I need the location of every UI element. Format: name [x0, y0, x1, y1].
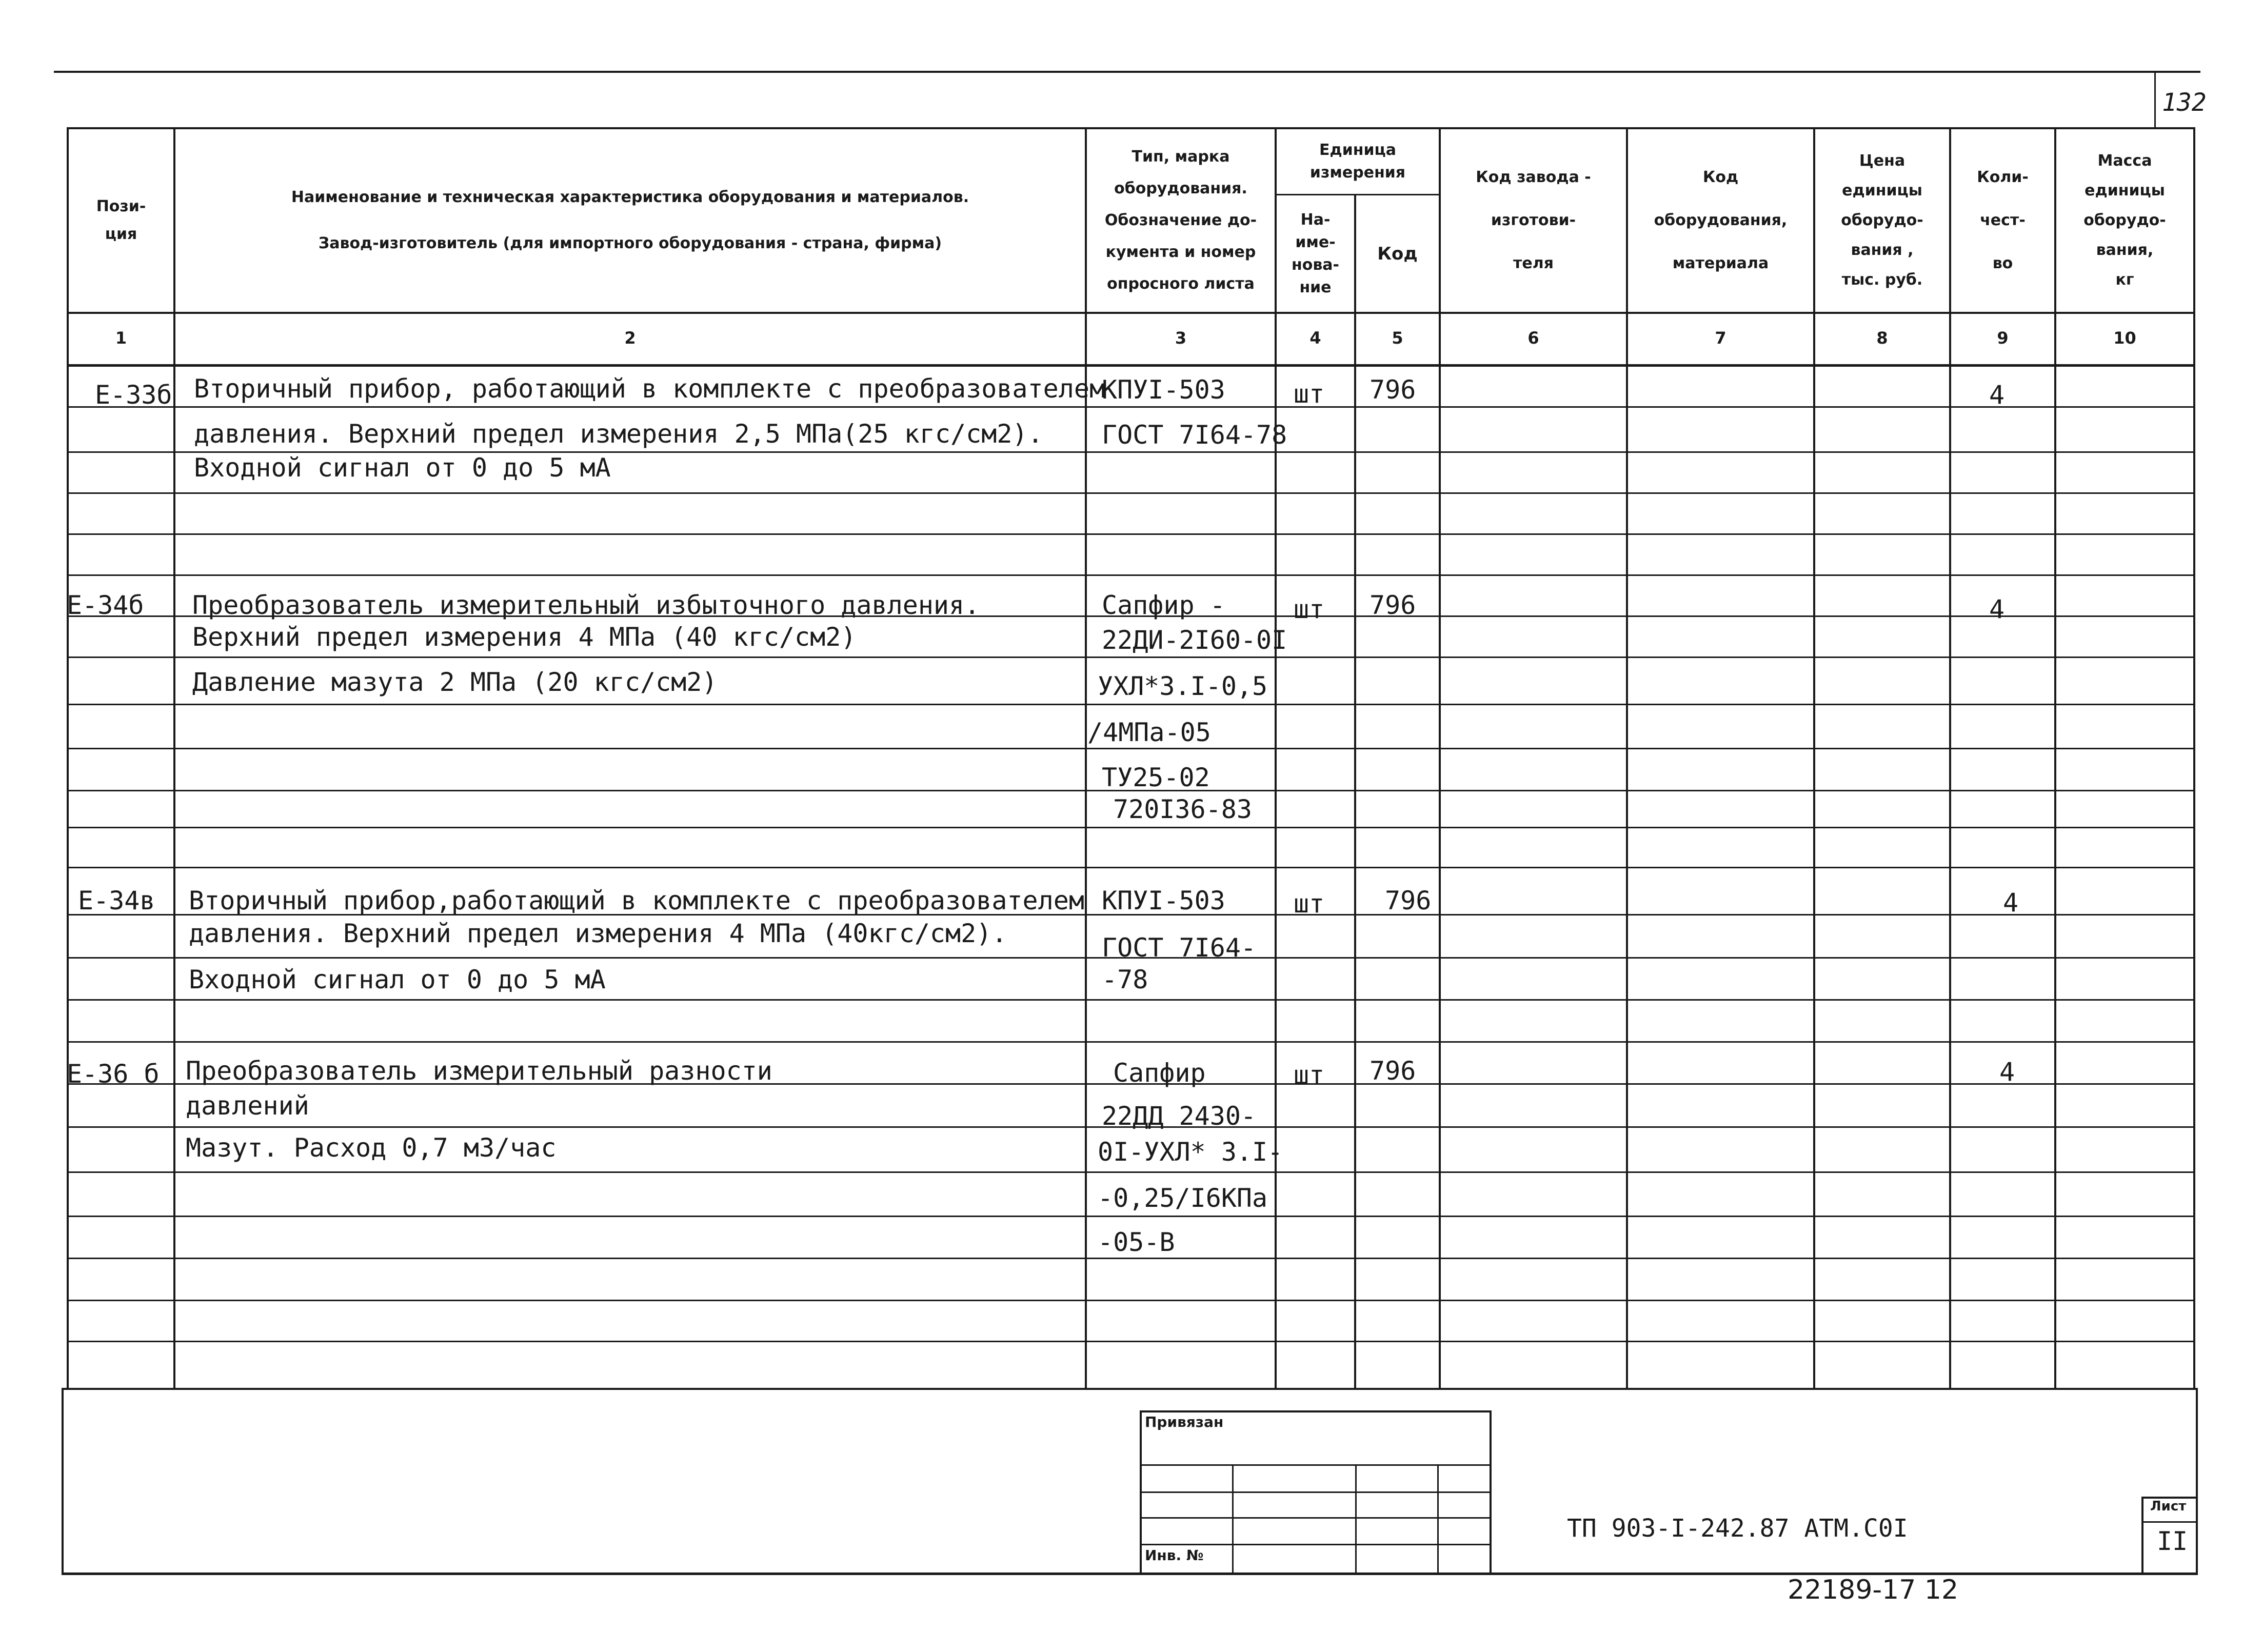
- header-type-l2: оборудования.: [1114, 180, 1247, 197]
- stamp-box-top: [1140, 1410, 1491, 1412]
- entry-2-desc-line-3: Давление мазута 2 МПа (20 кгс/см2): [192, 667, 718, 697]
- header-equipment-code: [1628, 129, 1813, 312]
- entry-4-desc-line-1: Преобразователь измерительный разности: [186, 1056, 772, 1086]
- col-border-3: [1275, 127, 1277, 1389]
- entry-3-type-line-3: -78: [1102, 965, 1148, 994]
- entry-3-type-line-2: ГОСТ 7I64-: [1102, 933, 1257, 963]
- footer-inventory-number: 22189-17 12: [1788, 1575, 1959, 1605]
- header-bottom-border: [67, 312, 2195, 314]
- header-mass-l5: кг: [2115, 271, 2134, 289]
- entry-1-quantity: 4: [1989, 380, 2005, 410]
- header-mass-l2: единицы: [2085, 182, 2165, 200]
- sheet-number: II: [2157, 1526, 2188, 1556]
- header-unit-name-l3: нова-: [1291, 255, 1340, 274]
- header-position: [69, 129, 173, 312]
- stamp-inv-label: Инв. №: [1145, 1547, 1204, 1564]
- row-rule-22: [67, 1300, 2195, 1301]
- row-rule-20: [67, 1216, 2195, 1217]
- entry-1-type-line-1: КПУI-503: [1102, 375, 1225, 405]
- sheet-box-left: [2141, 1497, 2143, 1574]
- header-quantity-l2: чест-: [1980, 211, 2026, 229]
- header-type-l4: кумента и номер: [1105, 243, 1256, 261]
- header-unit: [1277, 129, 1439, 194]
- row-rule-16: [67, 1041, 2195, 1043]
- colnum-1: 1: [115, 328, 127, 348]
- page-number: 132: [2162, 88, 2207, 117]
- entry-2-position: Е-34б: [67, 590, 144, 620]
- header-price-l1: Цена: [1859, 152, 1905, 170]
- entry-3-unit: шт: [1294, 889, 1325, 919]
- header-manufacturer-code-l2: изготови-: [1491, 211, 1576, 229]
- sheet-label: Лист: [2150, 1499, 2187, 1514]
- entry-4-type-line-2: 22ДД 2430-: [1102, 1101, 1257, 1131]
- header-name-l2: Завод-изготовитель (для импортного оборудования - страна, фирма): [318, 234, 942, 252]
- row-rule-3: [67, 492, 2195, 494]
- stamp-box-col-2: [1355, 1464, 1357, 1574]
- colnum-3: 3: [1175, 328, 1187, 348]
- top-rule: [54, 71, 2200, 73]
- entry-2-desc-line-1: Преобразователь измерительный избыточного давления.: [192, 590, 980, 620]
- header-manufacturer-code-l3: теля: [1513, 254, 1554, 272]
- header-equipment-code-l1: Код: [1702, 168, 1739, 186]
- row-rule-4: [67, 533, 2195, 535]
- entry-4-desc-line-3: Мазут. Расход 0,7 м3/час: [186, 1133, 557, 1163]
- row-rule-21: [67, 1258, 2195, 1259]
- col-border-9: [2054, 127, 2056, 1389]
- sheet-box-mid: [2141, 1521, 2197, 1523]
- entry-3-unit-code: 796: [1385, 886, 1432, 915]
- header-name-l1: Наименование и техническая характеристика оборудования и материалов.: [291, 188, 969, 206]
- colnum-5: 5: [1392, 328, 1403, 348]
- col-border-8: [1949, 127, 1951, 1389]
- row-rule-12: [67, 867, 2195, 868]
- header-type-l1: Тип, марка: [1132, 148, 1230, 166]
- entry-3-desc-line-1: Вторичный прибор,работающий в комплекте с преобразователем: [189, 886, 1084, 915]
- entry-4-position: Е-36 б: [67, 1059, 160, 1089]
- row-rule-7: [67, 656, 2195, 658]
- colnum-7: 7: [1715, 328, 1726, 348]
- stamp-privyazan-label: Привязан: [1145, 1414, 1224, 1430]
- colnum-8: 8: [1876, 328, 1888, 348]
- header-type-l3: Обозначение до-: [1104, 211, 1257, 229]
- table-bottom-border: [62, 1388, 2198, 1390]
- entry-4-unit: шт: [1294, 1060, 1325, 1090]
- entry-2-type-line-3: УХЛ*3.I-0,5: [1098, 671, 1268, 701]
- stamp-box-right: [1490, 1410, 1492, 1574]
- row-rule-23: [67, 1341, 2195, 1342]
- stamp-box-left: [1140, 1410, 1142, 1574]
- header-quantity-l1: Коли-: [1977, 168, 2029, 186]
- frame-right-border: [2196, 1388, 2198, 1575]
- col-border-6: [1626, 127, 1628, 1389]
- colnum-10: 10: [2113, 328, 2136, 348]
- colnum-4: 4: [1309, 328, 1321, 348]
- header-unit-name: [1277, 195, 1354, 312]
- header-price-l4: вания ,: [1851, 241, 1914, 259]
- stamp-box-col-1: [1232, 1464, 1234, 1574]
- header-unit-name-l4: ние: [1299, 278, 1332, 296]
- entry-2-type-line-5: ТУ25-02: [1102, 763, 1210, 792]
- header-unit-name-l2: име-: [1295, 233, 1336, 251]
- entry-4-unit-code: 796: [1369, 1056, 1416, 1086]
- header-name: [175, 129, 1085, 312]
- entry-1-type-line-2: ГОСТ 7I64-78: [1102, 420, 1287, 450]
- page-number-divider: [2154, 73, 2156, 129]
- entry-1-desc-line-2: давления. Верхний предел измерения 2,5 МПа(25 кгс/см2).: [194, 419, 1043, 449]
- header-unit-l1: Единица: [1319, 141, 1396, 159]
- header-price-l2: единицы: [1842, 182, 1922, 200]
- entry-1-desc-line-1: Вторичный прибор, работающий в комплекте с преобразователем: [194, 374, 1105, 404]
- entry-2-unit-code: 796: [1369, 590, 1416, 620]
- header-quantity-l3: во: [1992, 254, 2013, 272]
- entry-2-type-line-2: 22ДИ-2I60-0I: [1102, 625, 1287, 655]
- row-rule-8: [67, 704, 2195, 705]
- col-border-5: [1439, 127, 1441, 1389]
- entry-3-desc-line-2: давления. Верхний предел измерения 4 МПа (40кгс/см2).: [189, 919, 1007, 948]
- entry-2-desc-line-2: Верхний предел измерения 4 МПа (40 кгс/см2): [192, 622, 857, 652]
- entry-3-quantity: 4: [2003, 888, 2019, 918]
- header-unit-l2: измерения: [1309, 164, 1406, 182]
- document-code: ТП 903-I-242.87 АТМ.С0I: [1567, 1514, 1908, 1543]
- colnum-2: 2: [624, 328, 636, 348]
- col-border-1: [173, 127, 175, 1389]
- entry-1-position: Е-33б: [95, 380, 172, 410]
- header-equipment-code-l2: оборудования,: [1654, 211, 1788, 229]
- entry-1-unit: шт: [1294, 379, 1325, 409]
- entry-2-type-line-6: 720I36-83: [1113, 794, 1252, 824]
- header-position-l2: ция: [105, 225, 137, 243]
- entry-3-position: Е-34в: [78, 886, 155, 915]
- row-rule-9: [67, 748, 2195, 749]
- col-border-2: [1085, 127, 1087, 1389]
- header-price-l3: оборудо-: [1841, 211, 1923, 229]
- col-border-0: [67, 127, 69, 1389]
- row-rule-11: [67, 827, 2195, 828]
- header-unit-code: Код: [1377, 243, 1418, 264]
- col-border-7: [1813, 127, 1815, 1389]
- row-rule-1: [67, 406, 2195, 408]
- colnum-6: 6: [1527, 328, 1539, 348]
- colnum-bottom-border: [67, 364, 2195, 367]
- header-unit-name-l1: На-: [1300, 210, 1331, 229]
- entry-2-type-line-1: Сапфир -: [1102, 590, 1225, 620]
- row-rule-5: [67, 574, 2195, 576]
- col-border-10: [2193, 127, 2195, 1389]
- entry-4-quantity: 4: [1999, 1057, 2015, 1087]
- header-mass-l1: Масса: [2097, 152, 2152, 170]
- row-rule-15: [67, 999, 2195, 1001]
- header-type: [1087, 129, 1275, 312]
- header-price-l5: тыс. руб.: [1841, 271, 1923, 289]
- header-manufacturer-code: [1441, 129, 1626, 312]
- entry-3-desc-line-3: Входной сигнал от 0 до 5 мА: [189, 965, 606, 994]
- entry-1-desc-line-3: Входной сигнал от 0 до 5 мА: [194, 453, 611, 483]
- entry-2-quantity: 4: [1989, 594, 2005, 624]
- entry-4-type-line-3: 0I-УХЛ* 3.I-: [1098, 1137, 1283, 1167]
- header-equipment-code-l3: материала: [1672, 254, 1769, 272]
- colnum-9: 9: [1997, 328, 2009, 348]
- entry-4-type-line-5: -05-В: [1098, 1227, 1175, 1257]
- row-rule-19: [67, 1171, 2195, 1173]
- col-border-4: [1354, 195, 1356, 1389]
- header-quantity: [1951, 129, 2054, 312]
- header-mass-l3: оборудо-: [2083, 211, 2166, 229]
- frame-left-border: [62, 1388, 64, 1575]
- entry-4-type-line-4: -0,25/I6КПа: [1098, 1183, 1268, 1213]
- header-mass-l4: вания,: [2096, 241, 2154, 259]
- header-manufacturer-code-l1: Код завода -: [1476, 168, 1591, 186]
- entry-2-unit: шт: [1294, 594, 1325, 624]
- entry-2-type-line-4: /4МПа-05: [1087, 718, 1211, 747]
- entry-4-desc-line-2: давлений: [186, 1091, 309, 1121]
- header-mass: [2056, 129, 2193, 312]
- header-position-l1: Пози-: [96, 197, 146, 215]
- entry-3-type-line-1: КПУI-503: [1102, 886, 1225, 915]
- header-price: [1815, 129, 1949, 312]
- header-type-l5: опросного листа: [1107, 275, 1255, 293]
- entry-4-type-line-1: Сапфир: [1113, 1058, 1206, 1088]
- entry-1-unit-code: 796: [1369, 375, 1416, 405]
- stamp-box-col-3: [1437, 1464, 1439, 1574]
